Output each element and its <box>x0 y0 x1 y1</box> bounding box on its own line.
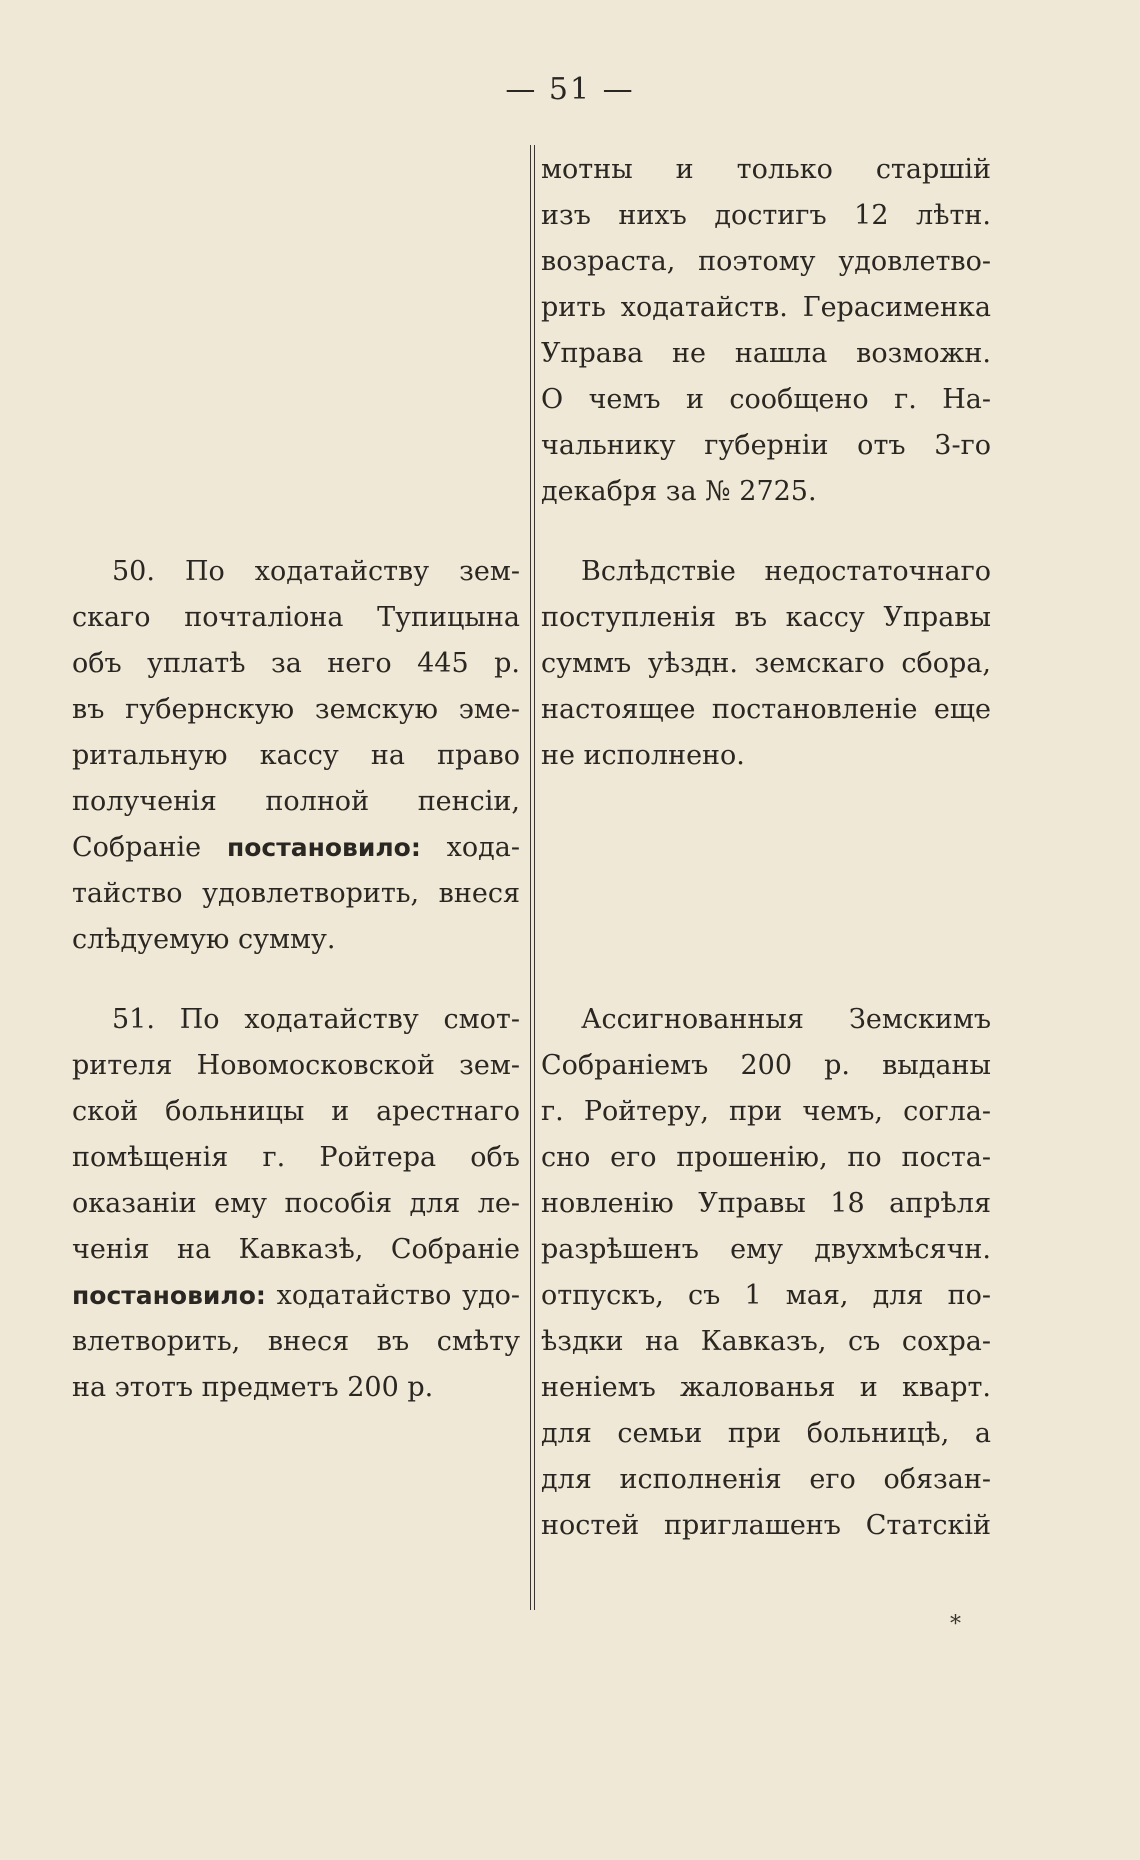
text-line: ностей приглашенъ Статскій <box>541 1510 991 1541</box>
item-50 <box>72 549 520 963</box>
text-line: Ассигнованныя Земскимъ <box>581 1004 991 1035</box>
text-line: рителя Новомосковской зем- <box>72 1050 520 1081</box>
text-line: оказаніи ему пособія для ле- <box>72 1188 520 1219</box>
text-line: на этотъ предметъ 200 р. <box>72 1372 434 1403</box>
text-line: для семьи при больницѣ, а <box>541 1418 991 1449</box>
right-block-3 <box>541 997 991 1549</box>
text-line: полученія полной пенсіи, <box>72 786 520 817</box>
text-line: сно его прошенію, по поста- <box>541 1142 991 1173</box>
text-line: рить ходатайств. Герасименка <box>541 292 991 323</box>
text-line: О чемъ и сообщено г. На- <box>541 384 991 415</box>
text-line: ченія на Кавказѣ, Собраніе <box>72 1234 520 1265</box>
text-line: влетворить, внеся въ смѣту <box>72 1326 520 1357</box>
text-line: 50. По ходатайству зем- <box>112 556 520 587</box>
text-span: хода- <box>420 832 520 863</box>
text-line: для исполненія его обязан- <box>541 1464 991 1495</box>
text-line <box>72 825 520 871</box>
text-line: суммъ уѣздн. земскаго сбора, <box>541 648 991 679</box>
item-51 <box>72 997 520 1411</box>
text-line: декабря за № 2725. <box>541 476 817 507</box>
text-line: помѣщенія г. Ройтера объ <box>72 1142 520 1173</box>
text-line: Вслѣдствіе недостаточнаго <box>581 556 991 587</box>
text-line: отпускъ, съ 1 мая, для по- <box>541 1280 991 1311</box>
footer-mark: * <box>950 1612 961 1637</box>
text-span: ходатайство удо- <box>265 1280 520 1311</box>
text-line: неніемъ жалованья и кварт. <box>541 1372 991 1403</box>
text-line: Собраніемъ 200 р. выданы <box>541 1050 991 1081</box>
text-line: ритальную кассу на право <box>72 740 520 771</box>
right-block-2 <box>541 549 991 779</box>
text-line: 51. По ходатайству смот- <box>112 1004 520 1035</box>
text-line: мотны и только старшій <box>541 154 991 185</box>
text-line: ѣздки на Кавказъ, съ сохра- <box>541 1326 991 1357</box>
text-line: настоящее постановленіе еще <box>541 694 991 725</box>
resolution-keyword: постановило: <box>72 1281 266 1310</box>
text-line: скаго почталіона Тупицына <box>72 602 520 633</box>
text-span: Собраніе <box>72 832 227 863</box>
text-line: поступленія въ кассу Управы <box>541 602 991 633</box>
column-divider <box>530 145 535 1610</box>
text-line: объ уплатѣ за него 445 р. <box>72 648 520 679</box>
text-line: Управа не нашла возможн. <box>541 338 991 369</box>
text-line: возраста, поэтому удовлетво- <box>541 246 991 277</box>
text-line: тайство удовлетворить, внеся <box>72 878 520 909</box>
text-line: изъ нихъ достигъ 12 лѣтн. <box>541 200 991 231</box>
text-line <box>72 1273 520 1319</box>
page-number: — 51 — <box>505 72 635 107</box>
text-line: чальнику губерніи отъ 3-го <box>541 430 991 461</box>
right-block-1 <box>541 147 991 515</box>
text-line: г. Ройтеру, при чемъ, согла- <box>541 1096 991 1127</box>
text-line: новленію Управы 18 апрѣля <box>541 1188 991 1219</box>
text-line: слѣдуемую сумму. <box>72 924 336 955</box>
text-line: ской больницы и арестнаго <box>72 1096 520 1127</box>
text-line: въ губернскую земскую эме- <box>72 694 520 725</box>
resolution-keyword: постановило: <box>226 833 421 862</box>
text-line: разрѣшенъ ему двухмѣсячн. <box>541 1234 991 1265</box>
text-line: не исполнено. <box>541 740 745 771</box>
